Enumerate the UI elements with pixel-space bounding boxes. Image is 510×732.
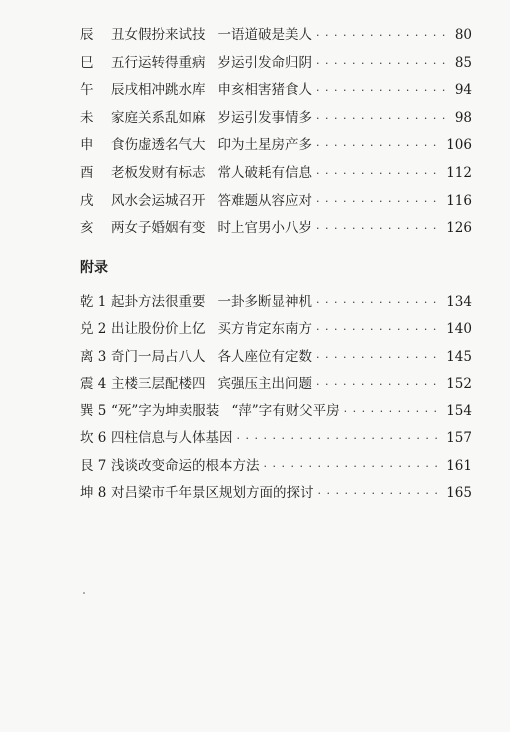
toc-entry (80, 316, 472, 343)
dot-leader (316, 50, 448, 78)
entry-page-number: 94 (454, 82, 472, 99)
entry-label: 未 (80, 109, 94, 126)
entry-page-number: 152 (446, 375, 472, 392)
entry-title-second: 一卦多断显神机 (217, 294, 312, 310)
entry-page-number: 157 (446, 430, 472, 447)
toc-entry (80, 22, 472, 50)
entry-page-number: 116 (446, 192, 472, 209)
entry-title-second: 常人破耗有信息 (217, 164, 312, 181)
dot-leader (316, 160, 442, 188)
toc-entry (80, 160, 472, 188)
entry-title-second: 各人座位有定数 (217, 348, 312, 365)
entry-title-first: 对吕梁市千年景区规划方面的探讨 (111, 485, 314, 502)
toc-entry (80, 344, 472, 371)
entry-label: 乾 1 (80, 294, 107, 310)
entry-page-number: 112 (446, 164, 472, 181)
entry-label: 巽 5 (80, 403, 107, 420)
toc-appendix-list (80, 289, 472, 507)
entry-label: 艮 7 (80, 457, 107, 474)
entry-title-first: 老板发财有标志 (111, 164, 206, 181)
entry-title-first: 五行运转得重病 (111, 54, 206, 71)
toc-entry (80, 77, 472, 105)
entry-page-number: 145 (446, 348, 472, 365)
entry-label: 酉 (80, 164, 94, 181)
toc-entry (80, 132, 472, 160)
entry-label: 坤 8 (80, 485, 107, 502)
scan-speck (83, 592, 85, 594)
dot-leader (316, 132, 442, 160)
toc-entry (80, 425, 472, 452)
dot-leader (316, 77, 448, 105)
entry-title-first: 食伤虚透名气大 (111, 137, 206, 154)
entry-label: 离 3 (80, 348, 107, 365)
entry-page-number: 165 (446, 485, 472, 502)
entry-page-number: 134 (446, 294, 472, 310)
entry-title-second: 印为土星房产多 (217, 137, 312, 154)
toc-entry (80, 289, 472, 316)
entry-title-second: 申亥相害猪食人 (217, 82, 312, 99)
entry-page-number: 85 (454, 54, 472, 71)
toc-entry (80, 398, 472, 425)
entry-label: 午 (80, 82, 94, 99)
dot-leader (316, 215, 442, 243)
dot-leader (316, 188, 442, 216)
dot-leader (264, 453, 443, 480)
entry-label: 巳 (80, 54, 94, 71)
entry-page-number: 106 (446, 137, 472, 154)
entry-title-first: 四柱信息与人体基因 (111, 430, 233, 447)
entry-title-first: “死”字为坤卖服装 (111, 403, 220, 420)
dot-leader (237, 425, 443, 452)
entry-label: 戌 (80, 192, 94, 209)
appendix-heading: 附录 (80, 260, 108, 276)
entry-title-first: 浅谈改变命运的根本方法 (111, 457, 260, 474)
entry-title-first: 主楼三层配楼四 (111, 375, 206, 392)
entry-page-number: 161 (446, 457, 472, 474)
entry-label: 兑 2 (80, 321, 107, 338)
dot-leader (316, 22, 448, 50)
entry-title-first: 丑女假扮来试技 (111, 27, 206, 43)
entry-title-second: 答难题从容应对 (217, 192, 312, 209)
entry-title-first: 出让股份价上亿 (111, 321, 206, 338)
entry-title-second: 买方肯定东南方 (217, 321, 312, 338)
entry-label: 亥 (80, 220, 94, 237)
dot-leader (316, 371, 442, 398)
entry-title-first: 辰戌相冲跳水库 (111, 82, 206, 99)
entry-title-second: 岁运引发命归阴 (217, 54, 312, 71)
toc-entry (80, 480, 472, 507)
dot-leader (316, 289, 442, 316)
entry-title-first: 家庭关系乱如麻 (111, 109, 206, 126)
dot-leader (316, 316, 442, 343)
entry-page-number: 98 (454, 109, 472, 126)
toc-entry (80, 215, 472, 243)
toc-entry (80, 50, 472, 78)
entry-page-number: 80 (454, 27, 472, 43)
entry-title-first: 风水会运城召开 (111, 192, 206, 209)
entry-page-number: 126 (446, 220, 472, 237)
toc-entry (80, 371, 472, 398)
entry-title-first: 奇门一局占八人 (111, 348, 206, 365)
toc-main-list (80, 22, 472, 243)
toc-entry (80, 188, 472, 216)
entry-label: 辰 (80, 27, 94, 43)
toc-entry (80, 105, 472, 133)
entry-title-second: 宾强压主出问题 (217, 375, 312, 392)
dot-leader (316, 105, 448, 133)
dot-leader (344, 398, 443, 425)
toc-entry (80, 453, 472, 480)
entry-title-first: 起卦方法很重要 (111, 294, 206, 310)
entry-title-second: 一语道破是美人 (217, 27, 312, 43)
entry-label: 震 4 (80, 375, 107, 392)
dot-leader (318, 480, 443, 507)
entry-label: 申 (80, 137, 94, 154)
dot-leader (316, 344, 442, 371)
entry-title-first: 两女子婚姻有变 (111, 220, 206, 237)
entry-title-second: “萍”字有财父平房 (231, 403, 340, 420)
entry-page-number: 140 (446, 321, 472, 338)
entry-title-second: 时上官男小八岁 (217, 220, 312, 237)
entry-label: 坎 6 (80, 430, 107, 447)
entry-page-number: 154 (446, 403, 472, 420)
entry-title-second: 岁运引发事情多 (217, 109, 312, 126)
